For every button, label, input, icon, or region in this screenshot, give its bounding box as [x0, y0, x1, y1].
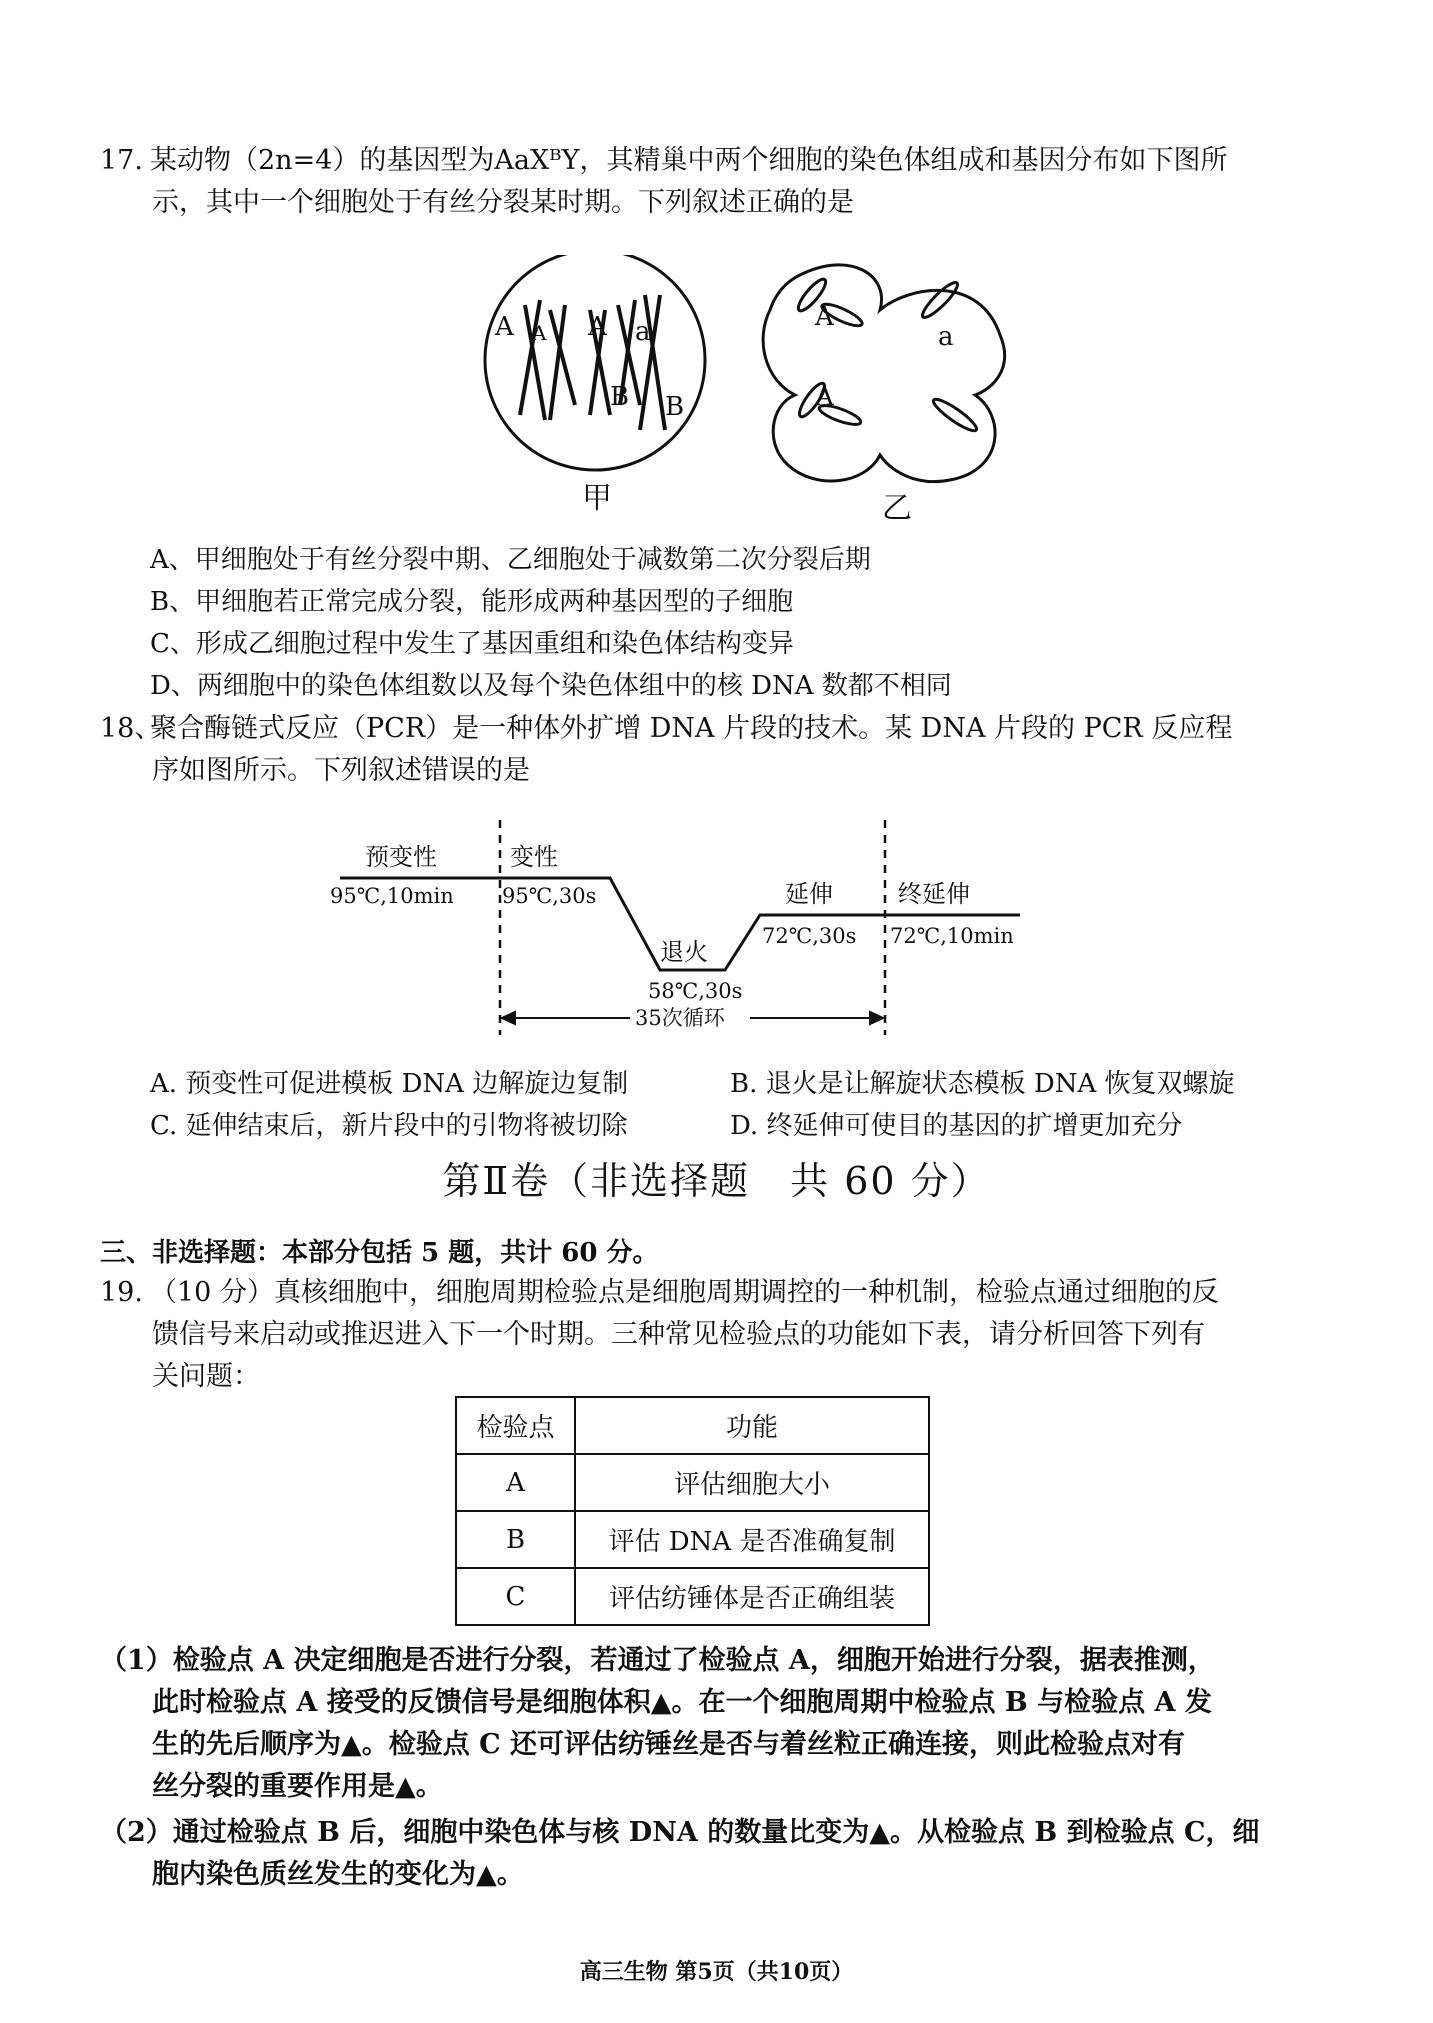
- q18-option-d: D. 终延伸可使目的基因的扩增更加充分: [730, 1111, 1183, 1141]
- question-text-line: 某动物（2n=4）的基因型为AaXᴮY，其精巢中两个细胞的染色体组成和基因分布如下图所: [150, 145, 1228, 176]
- question-text-line: 序如图所示。下列叙述错误的是: [152, 755, 530, 786]
- gene-label-A: A: [588, 312, 607, 342]
- sub-question-line: （2）通过检验点 B 后，细胞中染色体与核 DNA 的数量比变为▲。从检验点 B 到检验点 C，细: [100, 1817, 1260, 1848]
- table-cell: A: [456, 1454, 575, 1511]
- gene-label-A: A: [532, 321, 547, 345]
- q18-option-c: C. 延伸结束后，新片段中的引物将被切除: [150, 1111, 628, 1141]
- extend-label: 延伸: [785, 880, 833, 908]
- question-text-line: 馈信号来启动或推迟进入下一个时期。三种常见检验点的功能如下表，请分析回答下列有: [152, 1319, 1205, 1350]
- final-extend-label: 终延伸: [898, 880, 970, 908]
- q17-option-b: B、甲细胞若正常完成分裂，能形成两种基因型的子细胞: [150, 587, 794, 617]
- denature-label: 变性: [510, 843, 558, 871]
- table-cell: 评估细胞大小: [575, 1454, 929, 1511]
- q18-option-a: A. 预变性可促进模板 DNA 边解旋边复制: [150, 1069, 629, 1099]
- sub-question-2: [100, 1812, 1340, 1896]
- q17-option-a: A、甲细胞处于有丝分裂中期、乙细胞处于减数第二次分裂后期: [150, 545, 871, 575]
- table-cell: C: [456, 1568, 575, 1625]
- final-extend-condition: 72℃,10min: [890, 924, 1014, 948]
- gene-label-A: A: [495, 312, 514, 342]
- q17-option-d: D、两细胞中的染色体组数以及每个染色体组中的核 DNA 数都不相同: [150, 671, 952, 701]
- extend-condition: 72℃,30s: [762, 924, 857, 948]
- section-title: 第Ⅱ卷（非选择题 共 60 分）: [442, 1159, 991, 1203]
- gene-label-A: A: [815, 382, 834, 412]
- table-header-cell: 功能: [575, 1397, 929, 1454]
- gene-label-a: a: [938, 322, 954, 352]
- sub-question-line: （1）检验点 A 决定细胞是否进行分裂，若通过了检验点 A，细胞开始进行分裂，据表推测，: [100, 1645, 1215, 1676]
- table-row: [456, 1511, 929, 1568]
- table-row: [456, 1568, 929, 1625]
- question-number: 17.: [100, 145, 143, 176]
- question-text-line: 示，其中一个细胞处于有丝分裂某时期。下列叙述正确的是: [152, 187, 854, 218]
- cell-yi-label: 乙: [882, 491, 912, 525]
- question-number: 19.: [100, 1277, 143, 1308]
- table-row: [456, 1454, 929, 1511]
- gene-label-B: B: [610, 382, 630, 412]
- question-19: [100, 1272, 1320, 1398]
- cycle-count-label: 35次循环: [635, 1006, 725, 1030]
- question-text-line: 关问题：: [152, 1361, 260, 1392]
- cell-yi: [763, 265, 1005, 525]
- sub-question-line: 此时检验点 A 接受的反馈信号是细胞体积▲。在一个细胞周期中检验点 B 与检验点 A 发: [152, 1687, 1212, 1718]
- predenature-label: 预变性: [365, 843, 437, 871]
- table-cell: 评估纺锤体是否正确组装: [575, 1568, 929, 1625]
- sub-question-line: 胞内染色质丝发生的变化为▲。: [152, 1859, 524, 1890]
- checkpoint-table: [455, 1396, 930, 1626]
- question-17: [100, 140, 1320, 224]
- cell-division-figure: [470, 255, 1010, 525]
- gene-label-a: a: [635, 317, 651, 347]
- question-number: 18、: [100, 713, 162, 744]
- part-heading: 三、非选择题：本部分包括 5 题，共计 60 分。: [100, 1238, 659, 1268]
- gene-label-B: B: [665, 392, 685, 422]
- q18-option-b: B. 退火是让解旋状态模板 DNA 恢复双螺旋: [730, 1069, 1235, 1099]
- anneal-label: 退火: [660, 938, 708, 966]
- sub-question-1: [100, 1640, 1340, 1808]
- gene-label-A: A: [815, 302, 834, 332]
- denature-condition: 95℃,30s: [502, 884, 597, 908]
- predenature-condition: 95℃,10min: [330, 884, 454, 908]
- question-18: [100, 708, 1320, 792]
- table-header-row: [456, 1397, 929, 1454]
- cell-jia: [485, 255, 705, 516]
- q17-option-c: C、形成乙细胞过程中发生了基因重组和染色体结构变异: [150, 629, 794, 659]
- cell-jia-label: 甲: [582, 481, 612, 516]
- table-cell: B: [456, 1511, 575, 1568]
- anneal-condition: 58℃,30s: [648, 979, 743, 1003]
- sub-question-line: 丝分裂的重要作用是▲。: [152, 1771, 443, 1802]
- table-cell: 评估 DNA 是否准确复制: [575, 1511, 929, 1568]
- sub-question-line: 生的先后顺序为▲。检验点 C 还可评估纺锤丝是否与着丝粒正确连接，则此检验点对有: [152, 1729, 1186, 1760]
- table-header-cell: 检验点: [456, 1397, 575, 1454]
- question-text-line: （10 分）真核细胞中，细胞周期检验点是细胞周期调控的一种机制，检验点通过细胞的反: [150, 1277, 1219, 1308]
- pcr-program-diagram: [330, 810, 1050, 1050]
- question-text-line: 聚合酶链式反应（PCR）是一种体外扩增 DNA 片段的技术。某 DNA 片段的 PCR 反应程: [150, 713, 1233, 744]
- page-footer: 高三生物 第5页（共10页）: [579, 1959, 854, 1985]
